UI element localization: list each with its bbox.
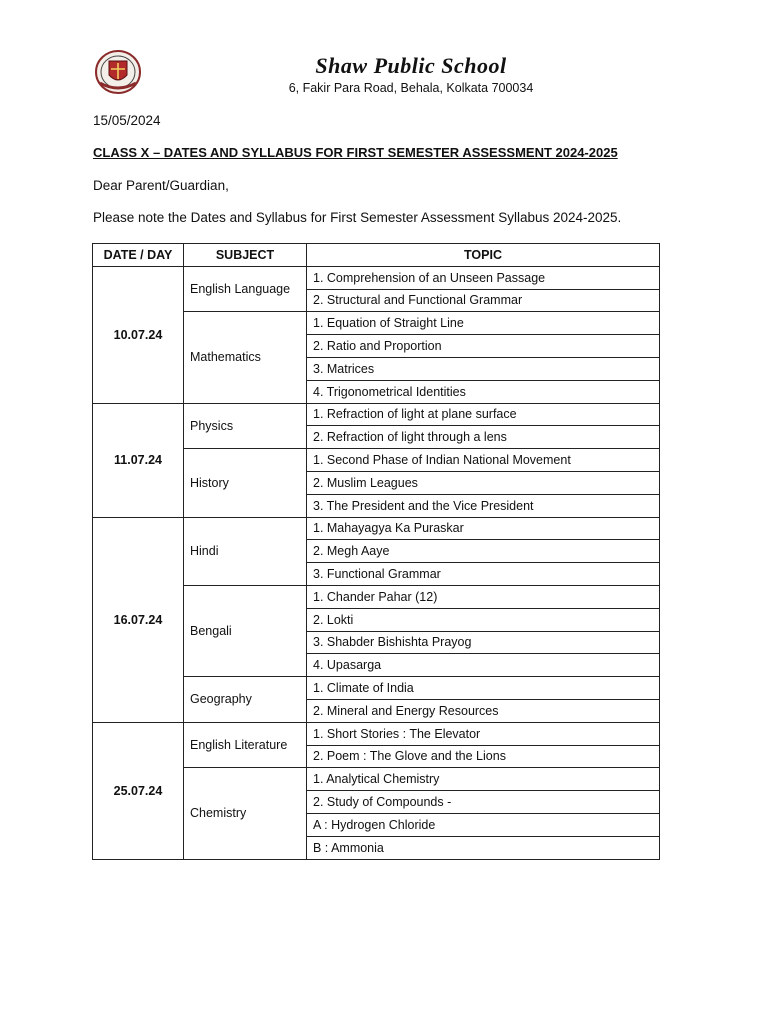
topic-cell: 2. Muslim Leagues xyxy=(307,471,660,494)
topic-cell: 2. Study of Compounds - xyxy=(307,791,660,814)
subject-cell: English Language xyxy=(184,266,307,312)
table-row xyxy=(93,403,660,426)
letter-greeting: Dear Parent/Guardian, xyxy=(93,178,229,193)
topic-cell: 3. Matrices xyxy=(307,357,660,380)
topic-cell: 1. Comprehension of an Unseen Passage xyxy=(307,266,660,289)
topic-cell: 3. Functional Grammar xyxy=(307,563,660,586)
syllabus-table xyxy=(92,243,660,860)
topic-cell: 2. Mineral and Energy Resources xyxy=(307,699,660,722)
topic-cell: 3. The President and the Vice President xyxy=(307,494,660,517)
table-header-row xyxy=(93,244,660,267)
topic-cell: 1. Refraction of light at plane surface xyxy=(307,403,660,426)
header-date: DATE / DAY xyxy=(93,244,184,267)
letter-note: Please note the Dates and Syllabus for First Semester Assessment Syllabus 2024-2025. xyxy=(93,210,622,225)
letter-heading: CLASS X – DATES AND SYLLABUS FOR FIRST SEMESTER ASSESSMENT 2024-2025 xyxy=(93,145,618,160)
subject-cell: Chemistry xyxy=(184,768,307,859)
topic-cell: 4. Upasarga xyxy=(307,654,660,677)
topic-cell: 2. Refraction of light through a lens xyxy=(307,426,660,449)
topic-cell: 1. Mahayagya Ka Puraskar xyxy=(307,517,660,540)
table-row xyxy=(93,517,660,540)
topic-cell: 1. Analytical Chemistry xyxy=(307,768,660,791)
topic-cell: 4. Trigonometrical Identities xyxy=(307,380,660,403)
topic-cell: 1. Climate of India xyxy=(307,677,660,700)
topic-cell: B : Ammonia xyxy=(307,836,660,859)
school-address: 6, Fakir Para Road, Behala, Kolkata 700034 xyxy=(288,81,534,95)
topic-cell: 2. Poem : The Glove and the Lions xyxy=(307,745,660,768)
topic-cell: 2. Structural and Functional Grammar xyxy=(307,289,660,312)
table-row xyxy=(93,266,660,289)
letter-date: 15/05/2024 xyxy=(93,113,161,128)
subject-cell: Mathematics xyxy=(184,312,307,403)
topic-cell: 1. Short Stories : The Elevator xyxy=(307,722,660,745)
header-subject: SUBJECT xyxy=(184,244,307,267)
date-cell: 10.07.24 xyxy=(93,266,184,403)
topic-cell: 2. Megh Aaye xyxy=(307,540,660,563)
school-name: Shaw Public School xyxy=(315,53,507,78)
table-row xyxy=(93,722,660,745)
topic-cell: 1. Equation of Straight Line xyxy=(307,312,660,335)
subject-cell: Physics xyxy=(184,403,307,449)
subject-cell: Geography xyxy=(184,677,307,723)
topic-cell: 2. Ratio and Proportion xyxy=(307,335,660,358)
date-cell: 11.07.24 xyxy=(93,403,184,517)
topic-cell: A : Hydrogen Chloride xyxy=(307,813,660,836)
date-cell: 25.07.24 xyxy=(93,722,184,859)
topic-cell: 3. Shabder Bishishta Prayog xyxy=(307,631,660,654)
subject-cell: History xyxy=(184,449,307,517)
header-topic: TOPIC xyxy=(307,244,660,267)
date-cell: 16.07.24 xyxy=(93,517,184,722)
topic-cell: 1. Second Phase of Indian National Movement xyxy=(307,449,660,472)
subject-cell: Hindi xyxy=(184,517,307,585)
subject-cell: Bengali xyxy=(184,585,307,676)
subject-cell: English Literature xyxy=(184,722,307,768)
topic-cell: 1. Chander Pahar (12) xyxy=(307,585,660,608)
topic-cell: 2. Lokti xyxy=(307,608,660,631)
